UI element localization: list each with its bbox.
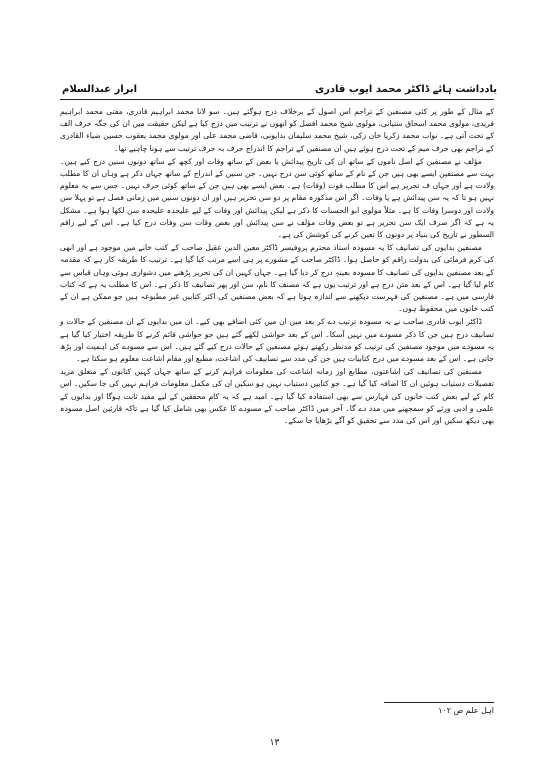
footnote-divider (384, 702, 494, 703)
running-title-right: یادداشت ہائے ڈاکٹر محمد ایوب قادری (315, 84, 497, 95)
body-text (60, 106, 494, 428)
page-number: ۱۳ (269, 738, 280, 748)
footnote: اہل علم ص ۱۰۲ (438, 706, 494, 715)
paragraph: مؤلف نے مصنفین کے اصل ناموں کے ساتھ ان کی تاریخ پیدائش یا بعض کے ساتھ وفات اور کچھ کے ساتھ دونوں سنین درج کیے ہیں۔ بہت سے مصنفین ایسے بھی ہیں جن کے نام کے ساتھ کوئی سن درج نہیں۔ جن سنین کے اندراج کے ساتھ جہاں ذکر ہے وہاں ان کا مطلب ولادت ہے اور جہاں ف تحریر ہے اس کا مطلب فوت (وفات) ہے۔ بعض ایسے بھی ہیں جن کے ساتھ کوئی حرف نہیں۔ جس سے یہ معلوم نہیں ہو تا کہ یہ سن پیدائش ہے یا وفات۔ اگر اس مذکورہ مقام پر دو سن تحریر ہیں اور ان دونوں سنین میں زمانی فصل ہے تو پہلا سن ولادت اور دوسرا وفات کا ہے۔ مثلاً مولوی ابو الحسنات کا ذکر ہے لیکن پیدائش اور وفات کے لیے علیحدہ علیحدہ سن لکھا ہوا ہے۔ مشکل یہ ہے کہ اگر صرف ایک سن تحریر ہے تو بعض وقات مؤلف نے سن پیدائش اور بعض وقات سن وفات درج کیا ہے۔ اس کے لیے راقم السطور نے تاریخ کی بنیاد پر دونوں کا تعین کرنے کی کوشش کی ہے۔ (60, 156, 494, 240)
paragraph: کے مثال کے طور پر کئی مصنفین کے تراجم اس اصول کے برخلاف درج ہوگئے ہیں۔ سو لانا محمد ابراہیم قادری، مفتی محمد ابراہیم فریدی، مولوی محمد اسحاق ستیانی، مولوی شیخ محمد افضل کو انھوں نے ترتیب میں درج کیا ہے لیکن حقیقت میں ان کی جگہ حرف الف کے تحت آتی ہے۔ نواب محمد زکریا خان زکی، شیخ محمد سلیمان بدایونی، قاضی محمد علی اور مولوی محمد یعقوب حسین ضیاء القادری کے تراجم بھی حرف میم کے تحت درج ہوئے ہیں ان مصنفین کے تراجم کا اندراج حرف بہ حرف ترتیب سے ہونا چاہیے تھا۔ (60, 107, 494, 153)
running-title-left: ابرار عبدالسلام (62, 84, 138, 95)
paragraph: مصنفین کی تصانیف کی اشاعتوں، مطابع اور زمانہ اشاعت کی معلومات فراہم کرنے کے ساتھ جہاں کہیں کتابوں کے متعلق مزید تفصیلات دستیاب ہوئیں ان کا اضافہ کیا گیا ہے۔ جو کتابیں دستیاب نہیں ہو سکیں ان کی مکمل معلومات فراہم نہیں کی جا سکیں۔ اس کام کے لیے بعض کتب خانوں کی فہارس سے بھی استفادہ کیا گیا ہے۔ امید ہے کہ یہ کام محققین کے لیے مفید ثابت ہوگا اور بدایوں کے علمی و ادبی ورثے کو سمجھنے میں مدد دے گا۔ آخر میں ڈاکٹر صاحب کے مسودے کا عکس بھی شامل کیا گیا ہے تاکہ قارئین اصل مسودہ بھی دیکھ سکیں اور اس کی مدد سے تحقیق کو آگے بڑھایا جا سکے۔ (60, 367, 494, 426)
paragraph: ڈاکٹر ایوب قادری صاحب نے یہ مسودہ ترتیب دے کر بعد میں ان میں کئی اضافے بھی کیے۔ ان میں بدایوں کے ان مصنفین کے حالات و تصانیف درج ہیں جن کا ذکر مسودے میں نہیں آسکا۔ اس کے بعد حواشی لکھے گئے ہیں جو حواشی قائم کرنے کا طریقہ اختیار کیا گیا ہے یہ مسودے میں موجود مصنفین کی ترتیب کو مدنظر رکھتے ہوئے مصنفین کے حالات درج کیے گئے ہیں۔ اس سے مسودے کی اہمیت اور بڑھ جاتی ہے۔ اس کے بعد مسودے میں درج کتابیات ہیں جن کی مدد سے تصانیف کی اشاعت، مطبع اور مقام اشاعت معلوم ہو سکتا ہے۔ (60, 317, 494, 364)
paragraph: مصنفین بدایوں کی تصانیف کا یہ مسودہ استاذ محترم پروفیسر ڈاکٹر معین الدین عقیل صاحب کے کتب خانے میں موجود ہے اور انھی کی کرم فرمائی کی بدولت راقم کو حاصل ہوا۔ ڈاکٹر صاحب کے مشورے پر ہی اسے مرتب کیا گیا ہے۔ ترتیب کا طریقہ کار ہے کہ مقدمہ کے بعد مصنفین بدایوں کی تصانیف کا مسودہ بعینہٖ درج کر دیا گیا ہے۔ جہاں کہیں ان کی تحریر پڑھنے میں دشواری ہوئی وہاں قیاس سے کام لیا گیا ہے۔ اس کے بعد متن درج ہے اور ترتیب یوں ہے کہ مصنف کا نام، سن اور پھر تصانیف کا ذکر ہے۔ اس کا مطلب یہ ہے کہ کتاب فارسی میں ہے۔ مصنفین کی فہرست دیکھنے سے اندازہ ہوتا ہے کہ بعض مصنفین کی اکثر کتابیں غیر مطبوعہ ہیں جو ممکن ہے ان کے کتب خانوں میں محفوظ ہوں۔ (60, 243, 494, 314)
header-divider (60, 99, 494, 100)
